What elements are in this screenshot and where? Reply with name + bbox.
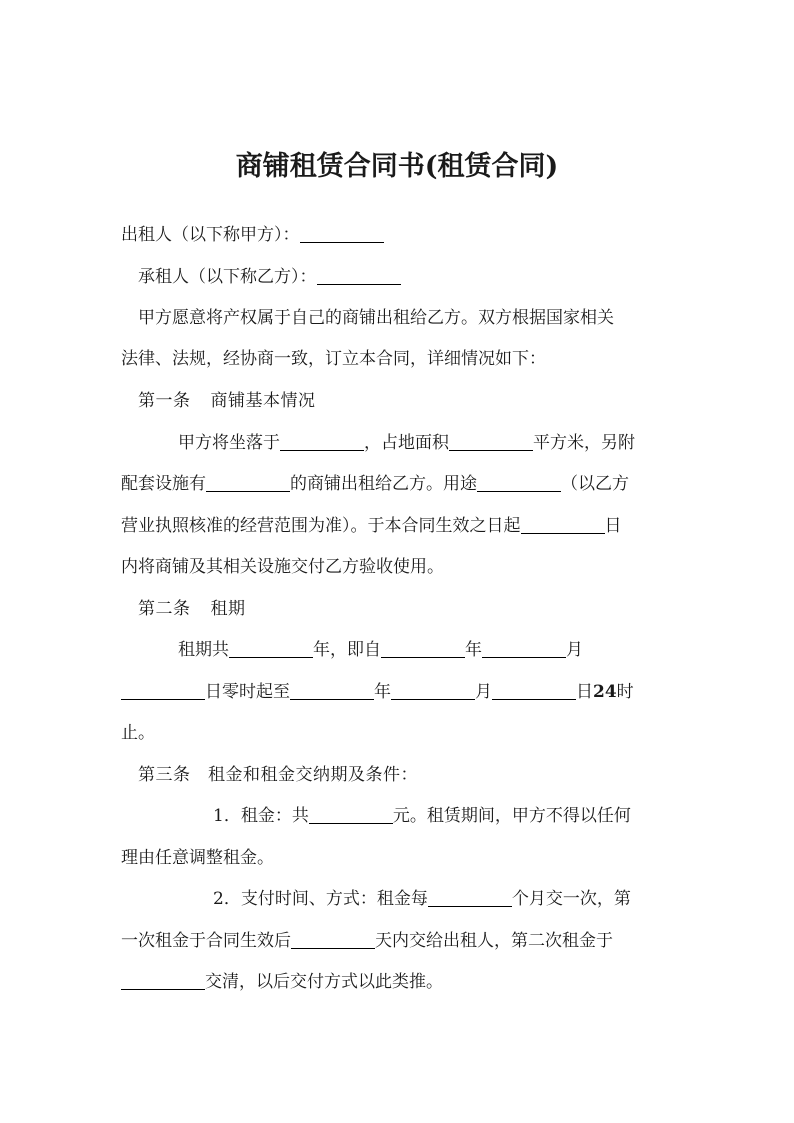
- text-segment: 一次租金于合同生效后: [121, 931, 291, 951]
- article1-number: 第一条: [138, 391, 191, 411]
- text-segment: 时: [616, 682, 634, 702]
- text-segment: 个月交一次，第: [511, 889, 631, 909]
- article2-line-3: 止。: [121, 723, 155, 743]
- term-years-blank: [229, 641, 313, 658]
- text-segment: 甲方将坐落于: [178, 433, 280, 453]
- article1-heading: [138, 390, 316, 412]
- facilities-blank: [206, 475, 290, 492]
- text-segment: 天内交给出租人，第二次租金于: [375, 931, 613, 951]
- text-segment: 日: [576, 682, 593, 702]
- article1-line-4: 内将商铺及其相关设施交付乙方验收使用。: [121, 557, 444, 577]
- rent-amount-blank: [309, 807, 393, 824]
- text-segment: 配套设施有: [121, 474, 206, 494]
- lessee-line: [138, 266, 401, 288]
- article3-heading: 第三条 租金和租金交纳期及条件：: [138, 765, 418, 785]
- text-segment: 交清，以后交付方式以此类推。: [205, 972, 443, 992]
- article2-number: 第二条: [138, 599, 191, 619]
- end-year-blank: [290, 683, 374, 700]
- second-payment-blank: [121, 973, 205, 990]
- start-year-blank: [381, 641, 465, 658]
- article3-item1-line-2: 理由任意调整租金。: [121, 848, 274, 868]
- text-segment: 1．租金：共: [213, 806, 309, 826]
- intro-line-2: 法律、法规，经协商一致，订立本合同，详细情况如下：: [121, 349, 546, 369]
- lessor-label: 出租人（以下称甲方）：: [121, 225, 300, 245]
- payment-months-blank: [428, 890, 512, 907]
- text-segment: 的商铺出租给乙方。用途: [290, 474, 477, 494]
- article2-line-2: [121, 681, 634, 703]
- text-segment: ，占地面积: [364, 433, 449, 453]
- first-payment-days-blank: [291, 932, 375, 949]
- end-month-blank: [391, 683, 475, 700]
- text-segment: 元。租赁期间，甲方不得以任何: [392, 806, 631, 826]
- lessor-line: [121, 224, 384, 246]
- article1-title: 商铺基本情况: [210, 391, 316, 411]
- article3-item1-line-1: [213, 805, 631, 827]
- location-blank: [280, 434, 364, 451]
- lessor-blank: [300, 226, 384, 243]
- text-segment: 平方米，另附: [533, 433, 635, 453]
- delivery-days-blank: [521, 517, 605, 534]
- article1-line-2: [121, 473, 629, 495]
- text-segment: 租期共: [178, 640, 229, 660]
- intro-line-1: 甲方愿意将产权属于自己的商铺出租给乙方。双方根据国家相关: [138, 308, 614, 328]
- text-segment: 年: [374, 682, 391, 702]
- article2-title: 租期: [210, 599, 246, 619]
- text-segment: （以乙方: [561, 474, 629, 494]
- article1-line-3: [121, 515, 622, 537]
- article2-heading: [138, 598, 246, 620]
- end-day-blank: [492, 683, 576, 700]
- article3-item2-line-1: [213, 888, 631, 910]
- lessee-label: 承租人（以下称乙方）：: [138, 267, 317, 287]
- article3-item2-line-2: [121, 930, 613, 952]
- text-segment: 营业执照核准的经营范围为准）。于本合同生效之日起: [121, 516, 521, 536]
- area-blank: [449, 434, 533, 451]
- start-day-blank: [121, 683, 205, 700]
- text-segment: 日: [604, 516, 622, 536]
- start-month-blank: [482, 641, 566, 658]
- text-segment: 月: [475, 682, 492, 702]
- text-segment: 年，即自: [313, 640, 381, 660]
- article2-line-1: [178, 639, 583, 661]
- text-segment: 年: [465, 640, 482, 660]
- text-segment: 2．支付时间、方式：租金每: [213, 889, 428, 909]
- hour-value: 24: [593, 682, 617, 702]
- article1-line-1: [178, 432, 635, 454]
- lessee-blank: [317, 268, 401, 285]
- article3-item2-line-3: [121, 971, 443, 993]
- text-segment: 日零时起至: [205, 682, 290, 702]
- text-segment: 月: [566, 640, 583, 660]
- page-title: 商铺租赁合同书(租赁合同): [235, 151, 559, 182]
- purpose-blank: [477, 475, 561, 492]
